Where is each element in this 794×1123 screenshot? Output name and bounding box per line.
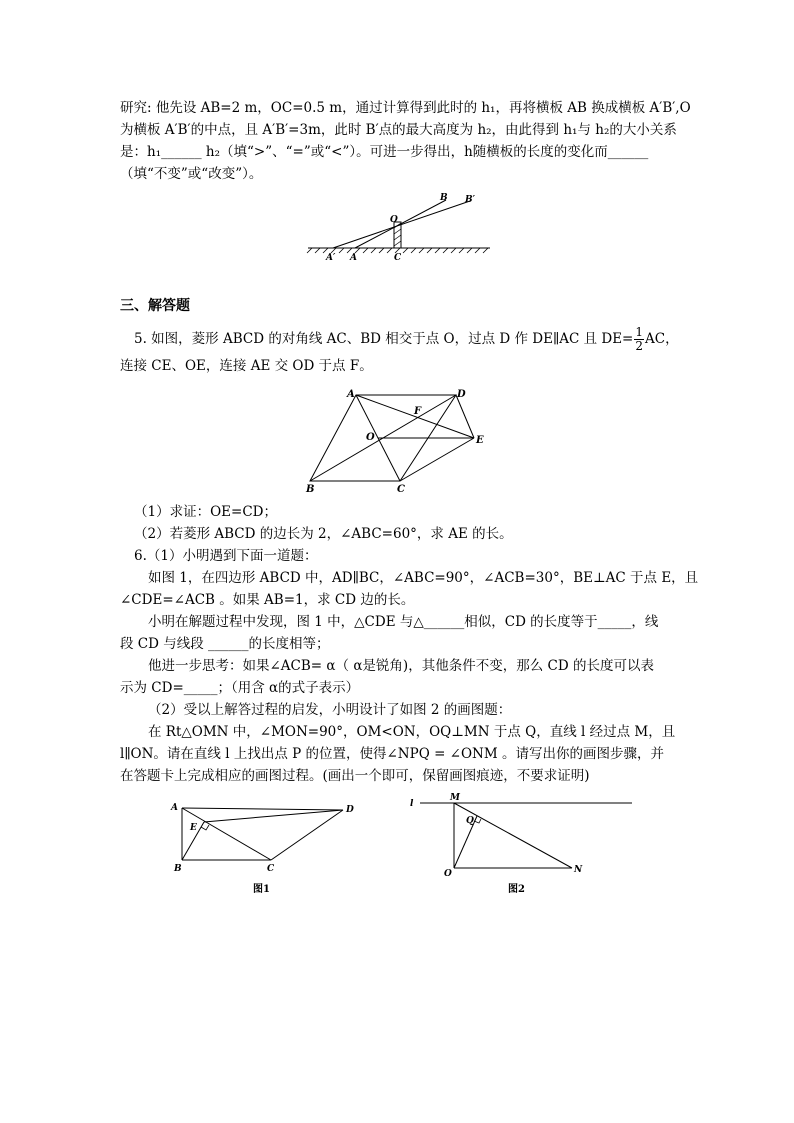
label-o: O xyxy=(390,215,398,225)
fig1-label-c: C xyxy=(267,864,275,874)
q6-line-6: 他进一步思考：如果∠ACB= α（ α是锐角)，其他条件不变，那么 CD 的长度可以表 xyxy=(148,658,654,674)
label-f: F xyxy=(414,406,422,417)
q4-line-3: 是：h₁______ h₂（填“>”、“=”或“<”）。可进一步得出，h随横板的长度的变化而______ xyxy=(120,144,649,160)
q5-line-1-end: AC， xyxy=(645,331,679,347)
rhombus-figure xyxy=(300,386,500,494)
q4-line-2: 为横板 A′B′的中点，且 A′B′=3m，此时 B′点的最大高度为 h₂，由此得到 h₁与 h₂的大小关系 xyxy=(120,122,677,138)
label-b: B xyxy=(440,193,448,203)
fig2-label-m: M xyxy=(450,793,460,803)
fig1-caption: 图1 xyxy=(253,884,270,895)
segment-cd xyxy=(271,810,343,860)
q6-line-5: 段 CD 与线段 ______的长度相等； xyxy=(120,636,330,652)
fig1-label-b: B xyxy=(174,864,182,874)
fig2-label-q: Q xyxy=(466,816,474,826)
fig1-label-a: A xyxy=(171,803,178,813)
fig2-caption: 图2 xyxy=(508,884,525,895)
q6-line-3: ∠CDE=∠ACB 。如果 AB=1，求 CD 边的长。 xyxy=(120,592,415,608)
q6-line-9: 在 Rt△OMN 中，∠MON=90°，OM<ON，OQ⊥MN 于点 Q，直线 l 经过点 M，且 xyxy=(148,724,676,740)
segment-ac xyxy=(182,808,271,860)
figure-2 xyxy=(400,788,640,898)
label-c: C xyxy=(397,484,405,494)
segment-ce xyxy=(400,438,474,481)
segment-ad xyxy=(182,808,343,810)
fraction-denominator: 2 xyxy=(635,339,643,353)
label-a-prime: A′ xyxy=(326,253,336,263)
section-heading: 三、解答题 xyxy=(120,298,190,314)
fraction-one-half xyxy=(634,326,644,353)
q6-line-1: 6.（1）小明遇到下面一道题： xyxy=(134,548,318,564)
q5-sub-2: （2）若菱形 ABCD 的边长为 2，∠ABC=60°，求 AE 的长。 xyxy=(134,526,513,542)
q5-line-2: 连接 CE、OE，连接 AE 交 OD 于点 F。 xyxy=(120,358,373,374)
label-d: D xyxy=(457,389,466,400)
q6-line-11: 在答题卡上完成相应的画图过程。(画出一个即可，保留画图痕迹，不要求证明) xyxy=(120,768,590,784)
fig1-label-d: D xyxy=(346,805,354,815)
q6-line-4: 小明在解题过程中发现，图 1 中，△CDE 与△______相似，CD 的长度等于_____，线 xyxy=(148,614,659,630)
q6-line-2: 如图 1，在四边形 ABCD 中，AD∥BC，∠ABC=90°，∠ACB=30°，BE⊥AC 于点 E，且 xyxy=(148,570,699,586)
label-a: A xyxy=(347,389,355,400)
q5-line-1-text: 5. 如图，菱形 ABCD 的对角线 AC、BD 相交于点 O，过点 D 作 DE∥AC 且 DE= xyxy=(134,331,634,347)
label-o: O xyxy=(366,432,375,443)
segment-mn xyxy=(454,803,572,868)
label-b-prime: B′ xyxy=(465,195,475,205)
label-e: E xyxy=(476,435,484,446)
label-a: A xyxy=(350,253,357,263)
segment-de xyxy=(456,395,474,438)
q5-line-1 xyxy=(134,326,694,353)
fig2-label-l: l xyxy=(410,799,414,809)
fig1-label-e: E xyxy=(190,823,197,833)
q6-line-8: （2）受以上解答过程的启发，小明设计了如图 2 的画图题： xyxy=(148,702,512,718)
q5-sub-1: （1）求证：OE=CD； xyxy=(134,504,277,520)
fraction-numerator: 1 xyxy=(635,325,643,339)
fig2-label-n: N xyxy=(574,865,583,875)
label-c: C xyxy=(394,253,402,263)
segment-ed xyxy=(204,810,343,822)
q6-line-10: l∥ON。请在直线 l 上找出点 P 的位置，使得∠NPQ = ∠ONM 。请写出你的画图步骤，并 xyxy=(120,746,664,762)
label-b: B xyxy=(306,484,315,494)
fig2-label-o: O xyxy=(444,869,452,879)
q4-line-1: 研究: 他先设 AB=2 m，OC=0.5 m，通过计算得到此时的 h₁，再将横板 AB 换成横板 A′B′,O xyxy=(120,100,691,116)
seesaw-figure xyxy=(300,192,500,268)
figure-1 xyxy=(168,798,358,898)
q6-line-7: 示为 CD=_____；（用含 α的式子表示） xyxy=(120,680,360,696)
q4-line-4: （填“不变”或“改变”）。 xyxy=(120,166,263,182)
